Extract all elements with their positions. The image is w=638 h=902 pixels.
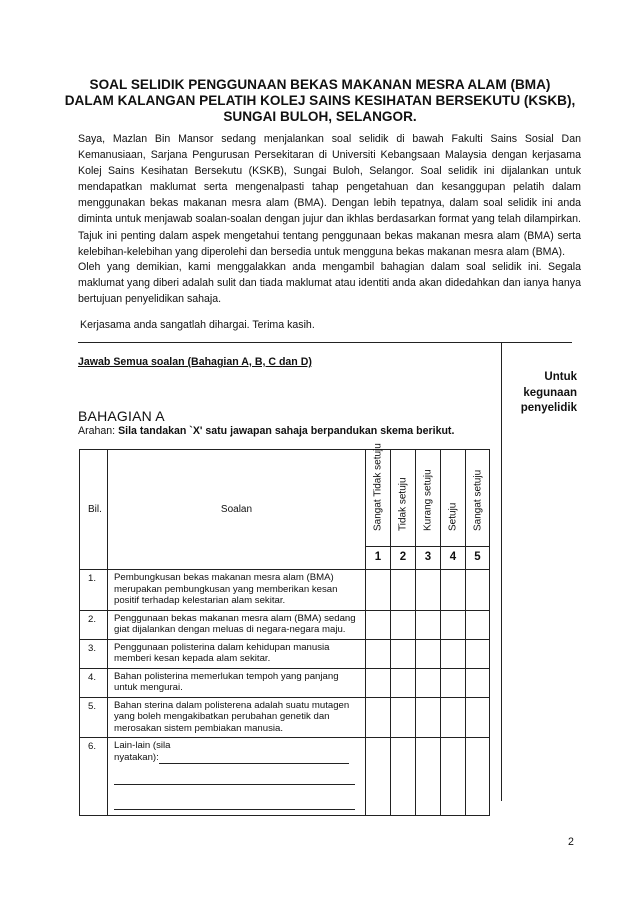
answer-cell[interactable] <box>416 610 441 639</box>
answer-cell[interactable] <box>466 570 490 611</box>
answer-all-instruction: Jawab Semua soalan (Bahagian A, B, C dan D) <box>78 356 312 368</box>
questionnaire-table <box>79 442 490 816</box>
answer-cell[interactable] <box>416 697 441 738</box>
answer-cell[interactable] <box>416 570 441 611</box>
answer-cell[interactable] <box>366 639 391 668</box>
divider-line <box>78 342 572 343</box>
question-row <box>80 639 490 668</box>
specify-line[interactable] <box>114 809 355 810</box>
answer-cell[interactable] <box>391 570 416 611</box>
answer-cell[interactable] <box>466 697 490 738</box>
question-row-other <box>80 738 490 816</box>
answer-cell[interactable] <box>466 610 490 639</box>
question-text: Bahan sterina dalam polisterena adalah suatu mutagen yang boleh mengakibatkan perubahan genetik dan merosakan sistem pembiakan manusia. <box>108 697 366 738</box>
answer-cell[interactable] <box>366 697 391 738</box>
answer-cell[interactable] <box>416 668 441 697</box>
answer-cell[interactable] <box>466 639 490 668</box>
researcher-use-label: Untuk kegunaan penyelidik <box>520 371 577 414</box>
answer-cell[interactable] <box>441 697 466 738</box>
scale-number: 4 <box>441 547 466 570</box>
answer-cell[interactable] <box>391 668 416 697</box>
answer-cell[interactable] <box>441 610 466 639</box>
answer-cell[interactable] <box>416 738 441 816</box>
section-a-title: BAHAGIAN A <box>78 408 165 424</box>
answer-cell[interactable] <box>391 610 416 639</box>
header-bil: Bil. <box>80 450 108 570</box>
header-scale-3: Kurang setuju <box>416 450 441 547</box>
question-text: Penggunaan bekas makanan mesra alam (BMA) sedang giat dijalankan dengan meluas di negara-negara maju. <box>108 610 366 639</box>
question-row <box>80 697 490 738</box>
answer-cell[interactable] <box>366 738 391 816</box>
question-number: 4. <box>80 668 108 697</box>
question-text: Bahan polisterina memerlukan tempoh yang panjang untuk mengurai. <box>108 668 366 697</box>
answer-cell[interactable] <box>391 697 416 738</box>
question-number: 1. <box>80 570 108 611</box>
other-specify: Lain-lain (sila nyatakan): <box>108 738 366 816</box>
answer-cell[interactable] <box>441 639 466 668</box>
answer-cell[interactable] <box>441 570 466 611</box>
intro-paragraph-1: Saya, Mazlan Bin Mansor sedang menjalankan soal selidik di bawah Fakulti Sains Sosial Dan Kemanusiaan, Sarjana Pengurusan Persekitaran di Universiti Kebangsaan Malaysia dengan kerjasama Kolej Sains Kesihatan Bersekutu (KSKB), Sungai Buloh, Selangor. Soal selidik ini dijalankan untuk mendapatkan maklumat serta mengenalpasti tahap pengetahuan dan kesanggupan pelatih dalam menggunakan bekas makanan mesra alam (BMA). Dengan lebih tepatnya, dalam soal selidik ini anda diminta untuk menjawab soalan-soalan dengan jujur dan ikhlas berdasarkan format yang telah dilampirkan. Tajuk ini penting dalam aspek mengetahui tentang penggunaan bekas makanan mesra alam (BMA) serta kelebihan-kelebihan yang diperolehi dan bersedia untuk mengguna bekas makanan mesra alam (BMA). <box>78 133 581 258</box>
header-soalan: Soalan <box>108 450 366 570</box>
page-number: 2 <box>568 836 574 848</box>
question-number: 3. <box>80 639 108 668</box>
question-number: 5. <box>80 697 108 738</box>
question-row <box>80 668 490 697</box>
scale-number: 2 <box>391 547 416 570</box>
specify-line[interactable] <box>114 784 355 785</box>
document-title <box>60 77 580 125</box>
header-scale-4: Setuju <box>441 450 466 547</box>
question-text: Pembungkusan bekas makanan mesra alam (BMA) merupakan pembungkusan yang memberikan kesan positif terhadap kelestarian alam sekitar. <box>108 570 366 611</box>
question-number: 2. <box>80 610 108 639</box>
thanks-text: Kerjasama anda sangatlah dihargai. Terima kasih. <box>80 319 315 331</box>
question-row <box>80 570 490 611</box>
answer-cell[interactable] <box>366 570 391 611</box>
section-a-instruction: Arahan: Sila tandakan `X' satu jawapan sahaja berpandukan skema berikut. <box>78 425 455 437</box>
question-text: Penggunaan polisterina dalam kehidupan manusia memberi kesan kepada alam sekitar. <box>108 639 366 668</box>
answer-cell[interactable] <box>441 738 466 816</box>
title-line: DALAM KALANGAN PELATIH KOLEJ SAINS KESIHATAN BERSEKUTU (KSKB), <box>64 93 576 108</box>
title-line: SUNGAI BULOH, SELANGOR. <box>223 109 417 124</box>
intro-paragraph-2: Oleh yang demikian, kami menggalakkan anda mengambil bahagian dalam soal selidik ini. Segala maklumat yang diberi adalah sulit dan tiada maklumat atau identiti anda akan didedahkan dan ianya hanya bertujuan penyelidikan sahaja. <box>78 261 581 306</box>
answer-cell[interactable] <box>366 610 391 639</box>
answer-cell[interactable] <box>366 668 391 697</box>
scale-number: 3 <box>416 547 441 570</box>
question-number: 6. <box>80 738 108 816</box>
scale-number: 5 <box>466 547 490 570</box>
answer-cell[interactable] <box>391 738 416 816</box>
specify-line[interactable] <box>159 752 349 764</box>
researcher-column-divider <box>501 343 502 801</box>
title-line: SOAL SELIDIK PENGGUNAAN BEKAS MAKANAN MESRA ALAM (BMA) <box>89 77 551 92</box>
scale-number: 1 <box>366 547 391 570</box>
header-scale-2: Tidak setuju <box>391 450 416 547</box>
answer-cell[interactable] <box>466 668 490 697</box>
header-scale-5: Sangat setuju <box>466 450 490 547</box>
question-row <box>80 610 490 639</box>
answer-cell[interactable] <box>416 639 441 668</box>
header-scale-1: Sangat Tidak setuju <box>366 450 391 547</box>
answer-cell[interactable] <box>441 668 466 697</box>
answer-cell[interactable] <box>391 639 416 668</box>
answer-cell[interactable] <box>466 738 490 816</box>
